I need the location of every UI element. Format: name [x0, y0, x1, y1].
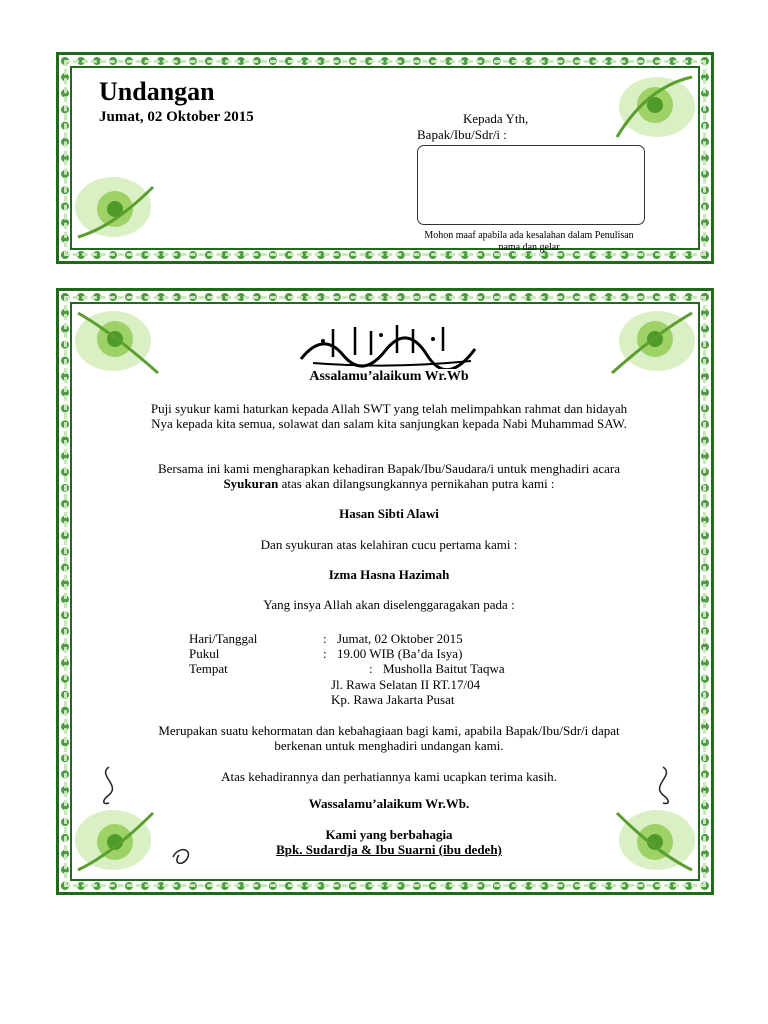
- grandchild-name: Izma Hasna Hazimah: [328, 567, 450, 582]
- detail-separator: :: [369, 661, 373, 676]
- invitation-text-tail: atas akan dilangsungkannya pernikahan putra kami :: [278, 476, 555, 491]
- flourish-icon: [649, 765, 677, 805]
- recipient-label: Bapak/Ibu/Sdr/i :: [417, 127, 507, 142]
- envelope-title: Undangan: [99, 77, 215, 106]
- detail-value: 19.00 WIB (Ba’da Isya): [337, 646, 463, 661]
- detail-value: Musholla Baitut Taqwa: [383, 661, 505, 676]
- bismillah-calligraphy-icon: [293, 321, 483, 369]
- paragraph-thanks: Atas kehadirannya dan perhatiannya kami ucapkan terima kasih.: [221, 769, 557, 784]
- groom-name: Hasan Sibti Alawi: [339, 506, 439, 521]
- paragraph-gratitude: Puji syukur kami haturkan kepada Allah SWT yang telah melimpahkan rahmat dan hidayah Nya kepada kita semua, solawat dan salam kita sanjungkan kepada Nabi Muhammad SAW.: [150, 401, 628, 431]
- event-name: Syukuran: [223, 476, 279, 491]
- address-line: Kp. Rawa Jakarta Pusat: [331, 692, 455, 707]
- floral-corner-icon: [73, 167, 163, 247]
- to-label: Kepada Yth,: [463, 111, 529, 126]
- detail-label: Pukul: [189, 646, 220, 661]
- recipient-name-box[interactable]: [417, 145, 645, 225]
- flourish-icon: [95, 765, 123, 805]
- invitation-text: Bersama ini kami mengharapkan kehadiran Bapak/Ibu/Saudara/i untuk menghadiri acara: [157, 461, 621, 476]
- signature: Bpk. Sudardja & Ibu Suarni (ibu dedeh): [276, 842, 502, 857]
- letter-card: [56, 288, 714, 895]
- paragraph-honor: Merupakan suatu kehormatan dan kebahagiaan bagi kami, apabila Bapak/Ibu/Sdr/i dapat berkenan untuk menghadiri undangan kami.: [158, 723, 620, 753]
- detail-value: Jumat, 02 Oktober 2015: [337, 631, 463, 646]
- inner-border: [70, 302, 700, 881]
- detail-separator: :: [323, 646, 327, 661]
- envelope-date: Jumat, 02 Oktober 2015: [99, 109, 254, 125]
- apology-note: Mohon maaf apabila ada kesalahan dalam Penulisan nama dan gelar: [424, 230, 634, 253]
- detail-label: Tempat: [189, 661, 228, 676]
- closing-greeting: Wassalamu’alaikum Wr.Wb.: [308, 796, 470, 811]
- detail-label: Hari/Tanggal: [189, 631, 258, 646]
- signoff: Kami yang berbahagia: [325, 827, 453, 842]
- paragraph-invitation: [137, 461, 641, 491]
- envelope-card: [56, 52, 714, 264]
- detail-separator: :: [323, 631, 327, 646]
- paragraph-schedule: Yang insya Allah akan diselenggaragakan pada :: [263, 597, 515, 612]
- paragraph-birth: Dan syukuran atas kelahiran cucu pertama kami :: [260, 537, 518, 552]
- greeting: Assalamu’alaikum Wr.Wb: [309, 369, 469, 384]
- floral-corner-icon: [607, 67, 697, 147]
- address-line: Jl. Rawa Selatan II RT.17/04: [331, 677, 481, 692]
